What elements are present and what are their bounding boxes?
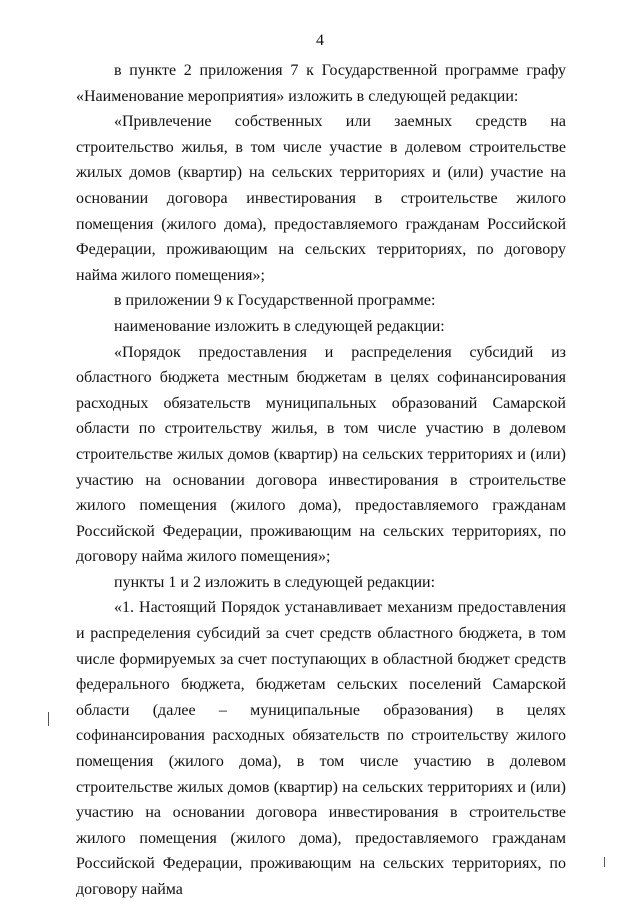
paragraph-amend-appendix-7: в пункте 2 приложения 7 к Государственной программе графу «Наименование мероприятия» изложить в следующей редакции: bbox=[76, 62, 566, 105]
paragraph-title-amend: наименование изложить в следующей редакции: bbox=[114, 317, 445, 335]
paragraph-procedure-title: «Порядок предоставления и распределения субсидий из областного бюджета местным бюджетам в целях софинансирования расходных обязательств муниципальных образований Самарской области по строительству жилья, в том числе участию в долевом строительстве жилых домов (квартир) на сельских территориях и (или) участию на основании договора инвестирования в строительстве жилого помещения (жилого дома), предоставляемого гражданам Российской Федерации, проживающим на сельских территориях, по договору найма жилого помещения»; bbox=[76, 343, 566, 566]
paragraph-appendix-9-intro: в приложении 9 к Государственной программе: bbox=[114, 292, 436, 310]
paragraph-item-1-text: «1. Настоящий Порядок устанавливает механизм предоставления и распределения субсидий за счет средств областного бюджета, в том числе формируемых за счет поступающих в областной бюджет средств федерального бюджета, бюджетам сельских поселений Самарской области (далее – муниципальные образования) в целях софинансирования расходных обязательств по строительству жилого помещения (жилого дома), в том числе участию в долевом строительстве жилых домов (квартир) на сельских территориях и (или) участию на основании договора инвестирования в строительстве жилого помещения (жилого дома), предоставляемого гражданам Российской Федерации, проживающим на сельских территориях, по договору найма bbox=[76, 599, 566, 898]
scan-mark-right bbox=[604, 857, 605, 867]
scan-mark-left bbox=[48, 712, 49, 726]
paragraph-event-name-text: «Привлечение собственных или заемных средств на строительство жилья, в том числе участие в долевом строительстве жилых домов (квартир) на сельских территориях и (или) участие на основании договора инвестирования в строительстве жилого помещения (жилого дома), предоставляемого гражданам Российской Федерации, проживающим на сельских территориях, по договору найма жилого помещения»; bbox=[76, 113, 566, 284]
document-body bbox=[76, 58, 566, 903]
page-number: 4 bbox=[316, 32, 324, 49]
paragraph-items-1-2-intro: пункты 1 и 2 изложить в следующей редакции: bbox=[114, 573, 436, 591]
